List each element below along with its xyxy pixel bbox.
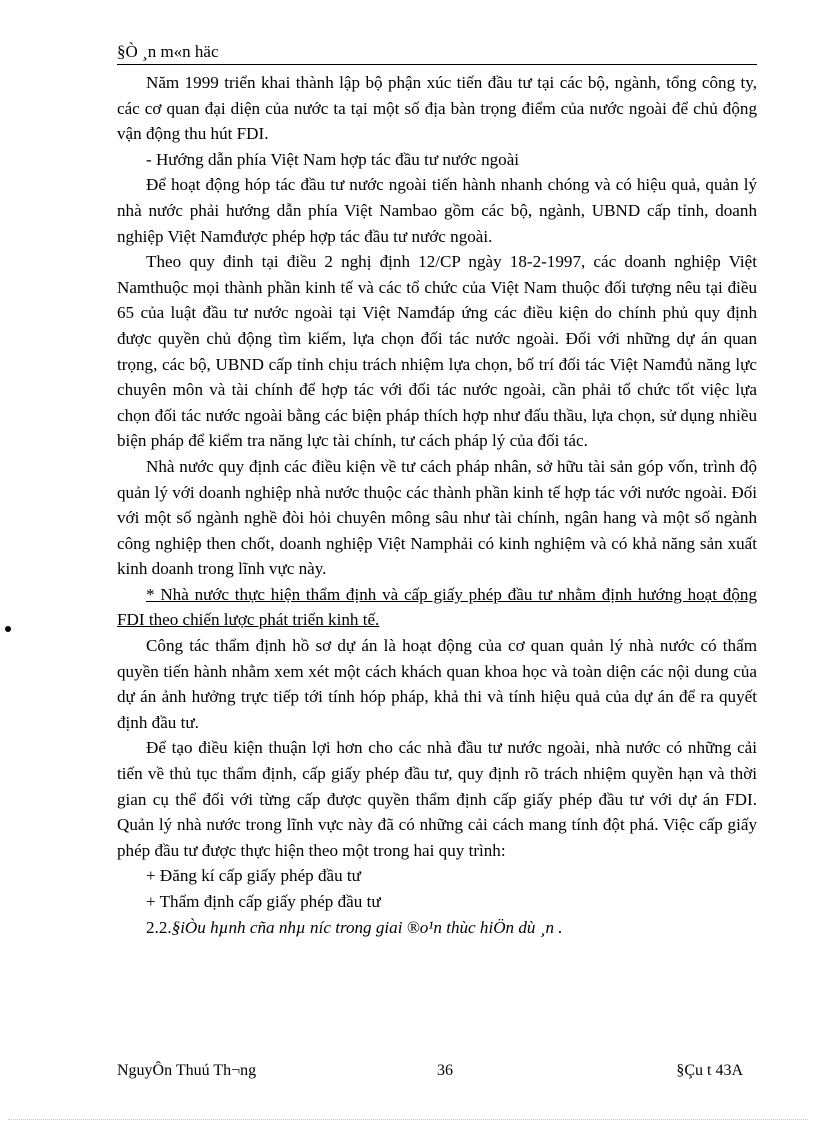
page-bottom-edge [8,1119,808,1120]
list-item: + Đăng kí cấp giấy phép đầu tư [146,866,361,886]
paragraph: Công tác thẩm định hồ sơ dự án là hoạt động của cơ quan quản lý nhà nước có thẩm quyền tiến hành nhằm xem xét một cách khách quan khoa học và toàn diện các nội dung của dự án ảnh hưởng trực tiếp tới tính hóp pháp, khả thi và tính hiệu quả của dự án để ra quyết định đầu tư. [117,636,757,732]
section-title: §iÒu hµnh cña nhµ níc trong giai ®o¹n thùc hiÖn dù ¸n . [171,917,563,937]
page-number: 36 [437,1062,453,1079]
page-header: §Ò ¸n m«n häc [117,42,757,65]
section-number: 2.2. [146,917,172,937]
bullet-marker [5,626,11,632]
section-heading [117,915,757,941]
list-item: + Thẩm định cấp giấy phép đầu tư [146,892,381,911]
footer-author: NguyÔn Thuú Th¬ng [117,1062,257,1079]
subheading [117,582,757,633]
paragraph: Để tạo điều kiện thuận lợi hơn cho các nhà đầu tư nước ngoài, nhà nước có những cải tiến về thủ tục thẩm định, cấp giấy phép đầu tư, quy định rõ trách nhiệm quyền hạn và thời gian cụ thể đối với từng cấp được quyền thẩm định cấp giấy phép đầu tư với dự án FDI. Quản lý nhà nước trong lĩnh vực này đã có những cải cách mang tính đột phá. Việc cấp giấy phép đầu tư được thực hiện theo một trong hai quy trình: [117,738,757,860]
list-item: - Hướng dẫn phía Việt Nam hợp tác đầu tư nước ngoài [146,149,520,169]
document-body [117,70,757,940]
paragraph: Để hoạt động hóp tác đầu tư nước ngoài tiến hành nhanh chóng và có hiệu quả, quản lý nhà nước phải hướng dẫn phía Việt Nambao gồm các bộ, ngành, UBND cấp tỉnh, doanh nghiệp Việt Namđược phép hợp tác đầu tư nước ngoài. [117,175,757,246]
footer-class: §Çu t 43A [676,1062,743,1079]
paragraph: Năm 1999 triển khai thành lập bộ phận xúc tiến đầu tư tại các bộ, ngành, tổng công ty, các cơ quan đại diện của nước ta tại một số địa bàn trọng điểm của nước ngoài để chủ động vận động thu hút FDI. [117,73,757,144]
subheading-text: * Nhà nước thực hiện thẩm định và cấp giấy phép đầu tư nhằm định hướng hoạt động FDI theo chiến lược phát triển kinh tế. [117,584,757,630]
paragraph: Theo quy đinh tại điều 2 nghị định 12/CP ngày 18-2-1997, các doanh nghiệp Việt Namthuộc mọi thành phần kinh tế và các tổ chức của Việt Nam thuộc đối tượng nêu tại điều 65 của luật đầu tư nước ngoài tại Việt Namđáp ứng các điều kiện do chính phủ quy định được quyền chủ động tìm kiếm, lựa chọn đối tác nước ngoài. Đối với những dự án quan trọng, các bộ, UBND cấp tỉnh chịu trách nhiệm lựa chọn, bố trí đối tác Việt Namđủ năng lực chuyên môn và tài chính để hợp tác với đối tác nước ngoài, cần phải tổ chức tốt việc lựa chọn đối tác nước ngoài bằng các biện pháp thích hợp như đấu thầu, lựa chọn, sử dụng nhiều biện pháp để kiểm tra năng lực tài chính, tư cách pháp lý của đối tác. [117,252,757,451]
paragraph: Nhà nước quy định các điều kiện về tư cách pháp nhân, sở hữu tài sản góp vốn, trình độ quản lý với doanh nghiệp nhà nước thuộc các thành phần kinh tế hợp tác với nước ngoài. Đối với một số ngành nghề đòi hỏi chuyên mông sâu như tài chính, ngân hang và một số ngành công nghiệp then chốt, doanh nghiệp Việt Namphải có kinh nghiệm và có khả năng sản xuất kinh doanh trong lĩnh vực này. [117,456,757,579]
